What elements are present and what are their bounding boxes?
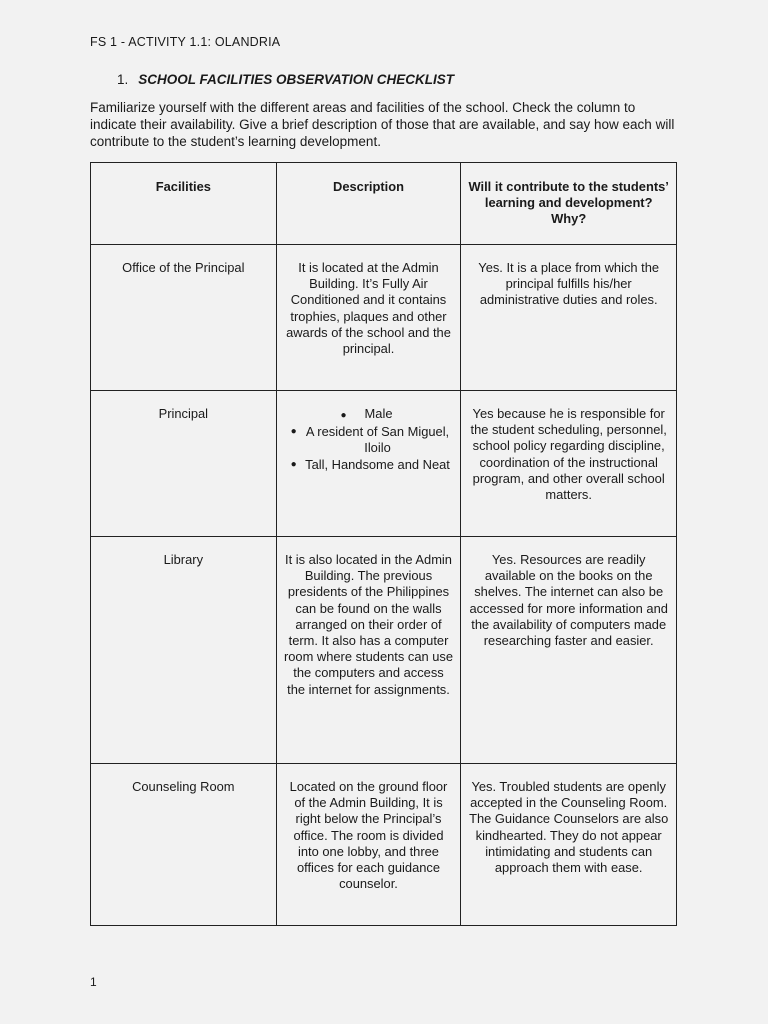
list-item: ● A resident of San Miguel, Iloilo [290,424,450,456]
section-heading [117,72,454,87]
facility-cell: Counseling Room [91,764,277,926]
column-header-description: Description [276,163,461,245]
contribution-cell: Yes. Troubled students are openly accepted in the Counseling Room. The Guidance Counselors are also kindhearted. They do not appear intimidating and students can approach them with ease. [461,764,677,926]
facilities-checklist-table [90,162,677,926]
description-cell: It is located at the Admin Building. It’s Fully Air Conditioned and it contains trophies, plaques and other awards of the school and the principal. [276,245,461,391]
section-title: SCHOOL FACILITIES OBSERVATION CHECKLIST [138,72,455,87]
bullet-icon: ● [290,426,297,438]
list-item: ● Tall, Handsome and Neat [290,456,450,472]
contribution-cell: Yes because he is responsible for the student scheduling, personnel, school policy regarding discipline, coordination of the instructional program, and other overall school matters. [461,391,677,537]
facility-cell: Library [91,537,277,764]
list-item: ● Male [340,406,393,421]
contribution-cell: Yes. Resources are readily available on the books on the shelves. The internet can also be accessed for more information and the availability of computers made researching faster and easier. [461,537,677,764]
description-cell: Located on the ground floor of the Admin Building, It is right below the Principal’s office. The room is divided into one lobby, and three offices for each guidance counselor. [276,764,461,926]
column-header-facilities: Facilities [91,163,277,245]
page-number: 1 [90,975,97,989]
table-row [91,245,677,391]
table-row [91,391,677,537]
instructions-paragraph: Familiarize yourself with the different areas and facilities of the school. Check the column to indicate their availability. Give a brief description of those that are available, and say how each will contribute to the student’s learning development. [90,100,675,149]
bullet-icon: ● [290,458,297,470]
bullet-icon: ● [340,410,347,421]
description-cell: It is also located in the Admin Building. The previous presidents of the Philippines can be found on the walls arranged on their order of term. It also has a computer room where students can use the computers and access the internet for assignments. [276,537,461,764]
description-bullet-list [283,406,455,473]
description-cell [276,391,461,537]
table-row [91,537,677,764]
facility-cell: Principal [91,391,277,537]
table-row [91,764,677,926]
contribution-cell: Yes. It is a place from which the principal fulfills his/her administrative duties and roles. [461,245,677,391]
column-header-contribution: Will it contribute to the students’ learning and development? Why? [461,163,677,245]
facility-cell: Office of the Principal [91,245,277,391]
table-header-row [91,163,677,245]
document-header: FS 1 - ACTIVITY 1.1: OLANDRIA [90,35,281,49]
section-number: 1. [117,72,129,87]
